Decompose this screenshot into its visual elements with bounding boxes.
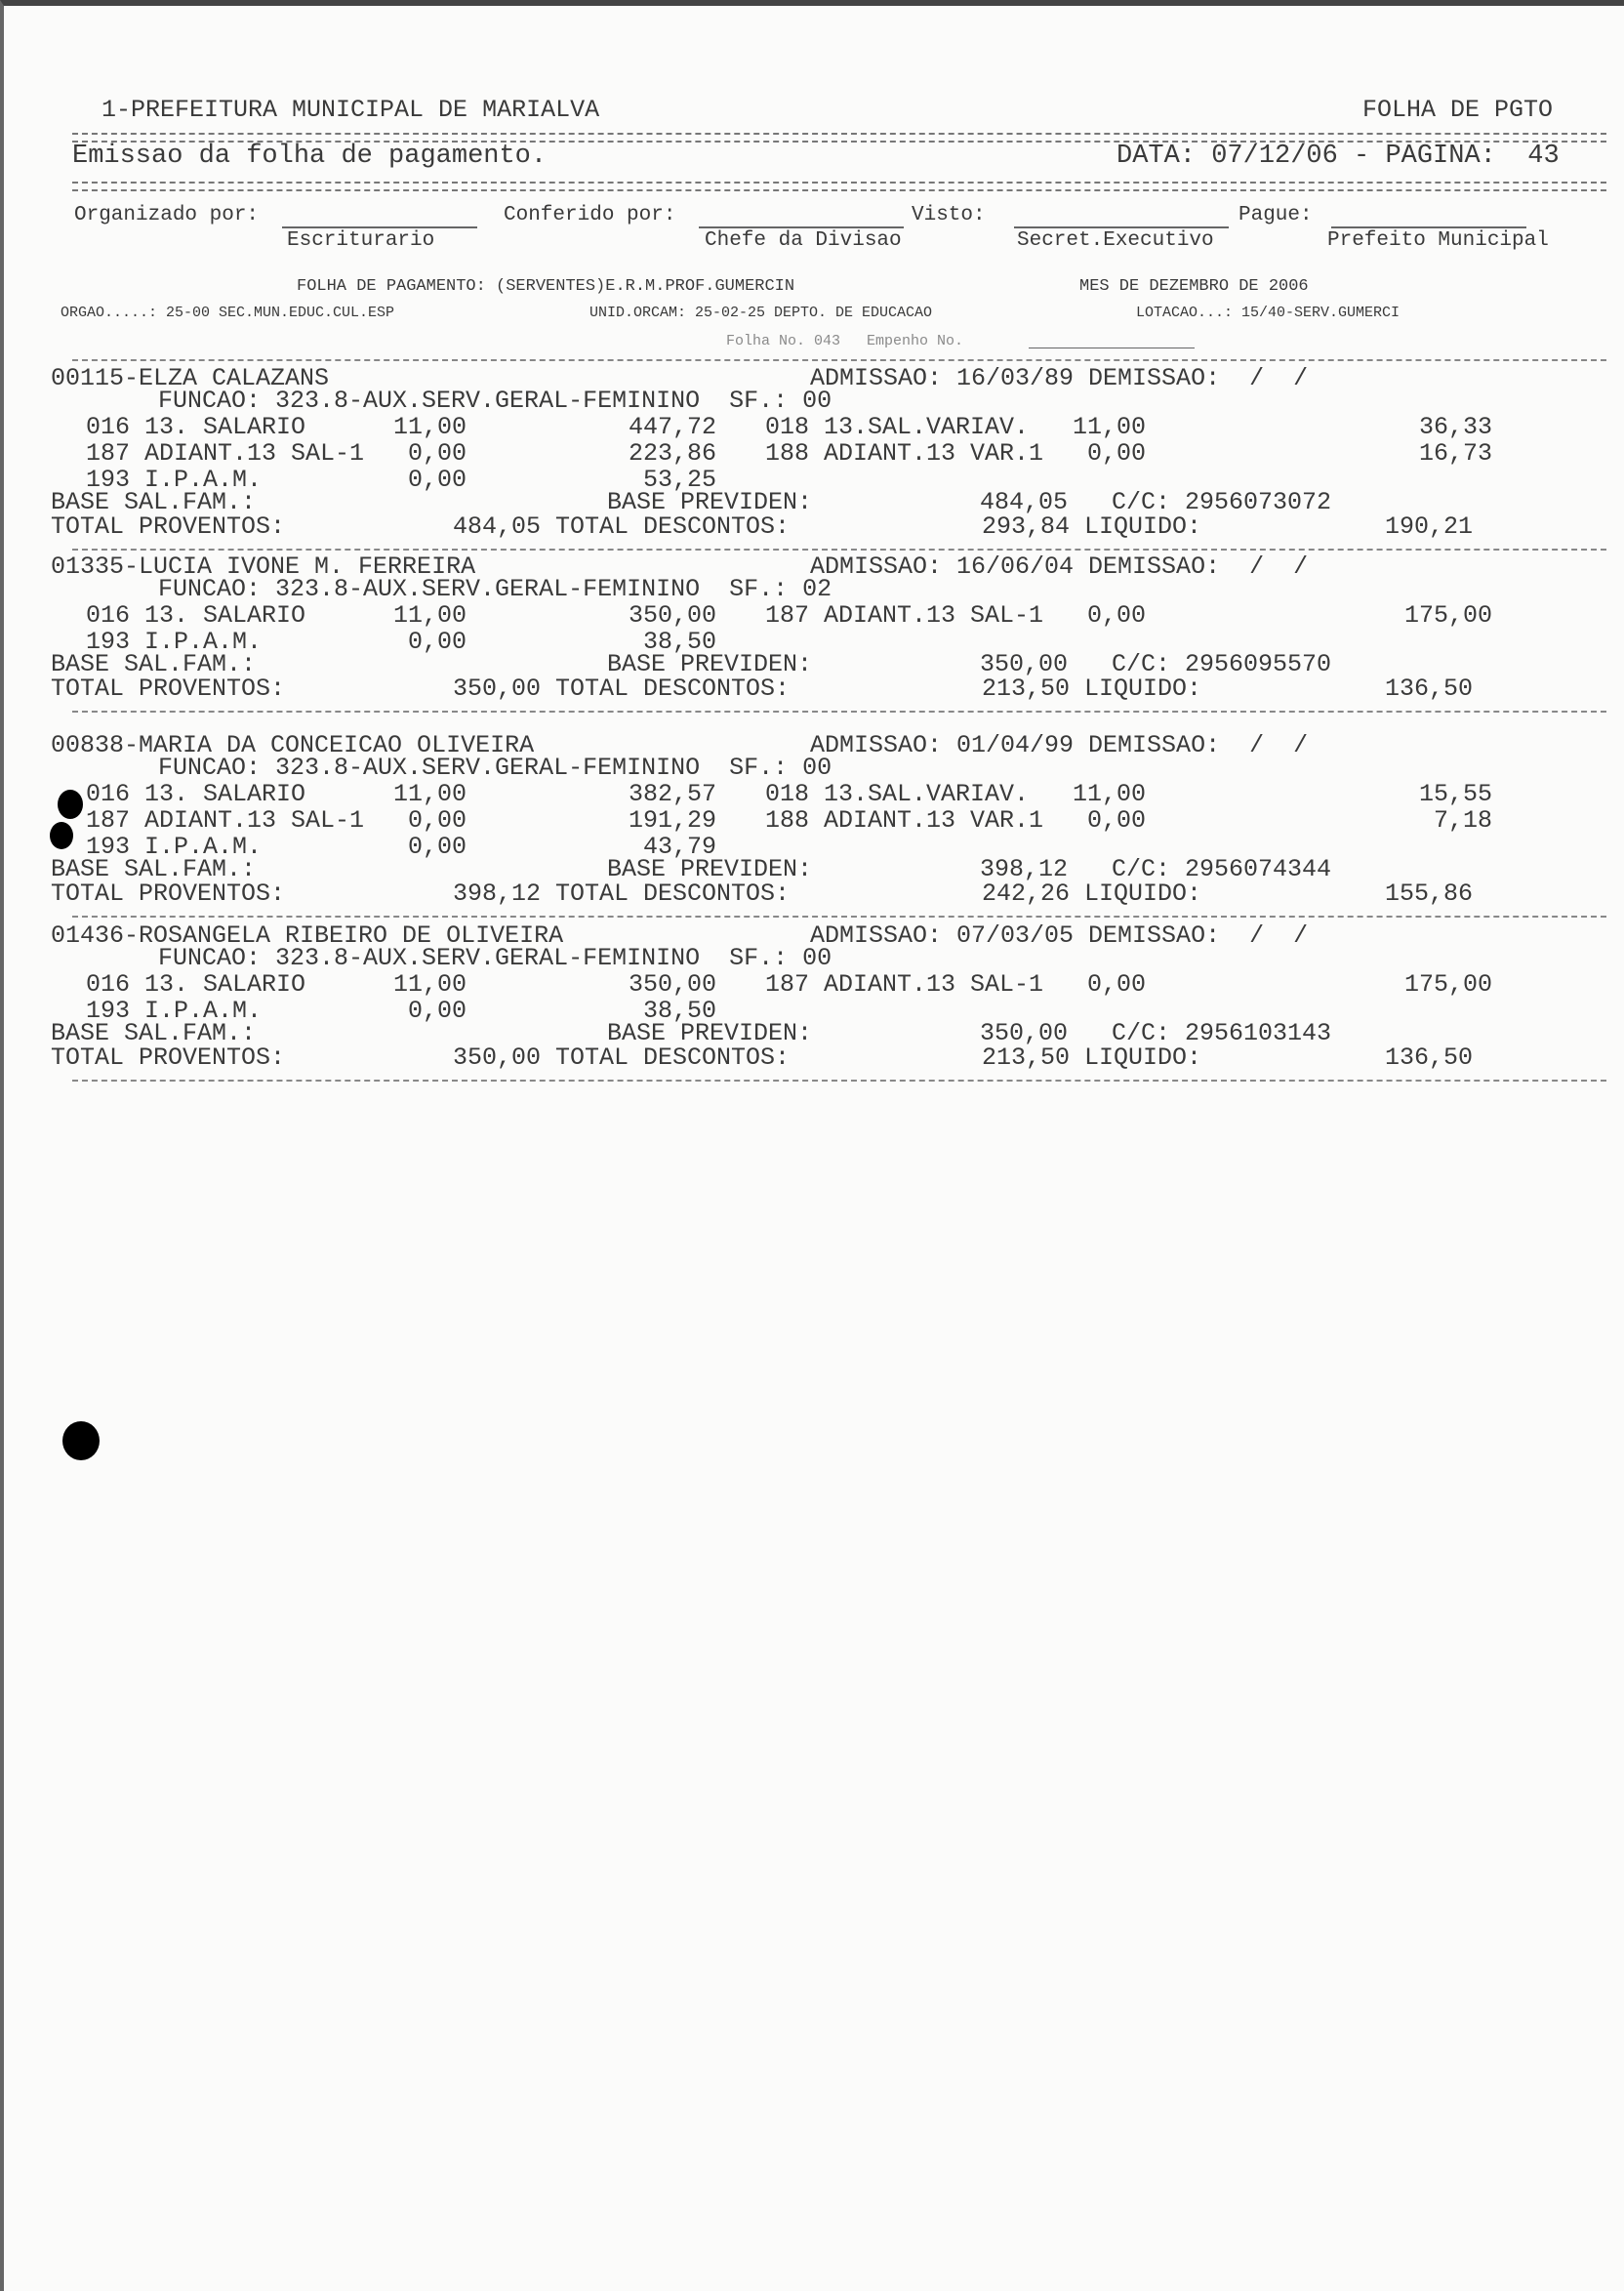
pay-item-value: 175,00 <box>1403 601 1492 630</box>
section-divider <box>72 359 1606 361</box>
base-sal-fam: BASE SAL.FAM.: <box>51 1019 257 1047</box>
report-title: Emissao da folha de pagamento. <box>72 142 548 171</box>
pay-item-amount: 38,50 <box>642 628 716 656</box>
date-page: DATA: 07/12/06 - PAGINA: 43 <box>1116 142 1560 171</box>
pay-item-left: 016 13. SALARIO 11,00 <box>86 970 467 999</box>
pay-item-left: 016 13. SALARIO 11,00 <box>86 780 467 808</box>
employee-function: FUNCAO: 323.8-AUX.SERV.GERAL-FEMININO SF.: 00 <box>158 754 832 782</box>
record-divider <box>72 711 1606 713</box>
base-sal-fam: BASE SAL.FAM.: <box>51 488 257 516</box>
pay-item-left: 193 I.P.A.M. 0,00 <box>86 466 467 494</box>
pay-item-amount: 38,50 <box>642 997 716 1025</box>
pay-item-left: 193 I.P.A.M. 0,00 <box>86 628 467 656</box>
employee-admission: ADMISSAO: 16/03/89 DEMISSAO: / / <box>810 364 1309 392</box>
hole-punch-mark <box>50 822 73 849</box>
base-previden-label: BASE PREVIDEN: <box>607 1019 813 1047</box>
total-proventos-label: TOTAL PROVENTOS: <box>51 512 286 541</box>
secret-caption: Secret.Executivo <box>1017 229 1214 252</box>
pay-item-left: 187 ADIANT.13 SAL-1 0,00 <box>86 806 467 835</box>
total-proventos-label: TOTAL PROVENTOS: <box>51 675 286 703</box>
base-previden-value: 350,00 C/C: 2956095570 <box>980 650 1332 678</box>
liquido-value: 190,21 <box>1384 512 1473 541</box>
organizado-label: Organizado por: <box>74 204 260 226</box>
base-previden-label: BASE PREVIDEN: <box>607 855 813 883</box>
hole-punch-mark <box>58 790 83 819</box>
base-previden-value: 484,05 C/C: 2956073072 <box>980 488 1332 516</box>
total-proventos-label: TOTAL PROVENTOS: <box>51 880 286 908</box>
record-divider <box>72 549 1606 551</box>
prefeito-caption: Prefeito Municipal <box>1327 229 1549 252</box>
document-type: FOLHA DE PGTO <box>1362 96 1554 124</box>
lotacao: LOTACAO...: 15/40-SERV.GUMERCI <box>1136 305 1401 321</box>
total-proventos: 350,00 TOTAL DESCONTOS: <box>453 675 791 703</box>
employee-function: FUNCAO: 323.8-AUX.SERV.GERAL-FEMININO SF.: 02 <box>158 575 832 603</box>
employee-admission: ADMISSAO: 07/03/05 DEMISSAO: / / <box>810 921 1309 950</box>
total-descontos: 213,50 LIQUIDO: <box>982 1043 1202 1072</box>
pay-item-right: 187 ADIANT.13 SAL-1 0,00 <box>765 970 1147 999</box>
pay-item-amount: 382,57 <box>628 780 716 808</box>
pay-item-right: 188 ADIANT.13 VAR.1 0,00 <box>765 806 1147 835</box>
pay-item-amount: 350,00 <box>628 970 716 999</box>
unidade-orcamentaria: UNID.ORCAM: 25-02-25 DEPTO. DE EDUCACAO <box>589 305 933 321</box>
base-sal-fam: BASE SAL.FAM.: <box>51 855 257 883</box>
liquido-value: 155,86 <box>1384 880 1473 908</box>
total-descontos: 293,84 LIQUIDO: <box>982 512 1202 541</box>
total-descontos: 213,50 LIQUIDO: <box>982 675 1202 703</box>
folha-descricao: FOLHA DE PAGAMENTO: (SERVENTES)E.R.M.PROF.GUMERCIN <box>297 277 795 296</box>
liquido-value: 136,50 <box>1384 1043 1473 1072</box>
total-descontos: 242,26 LIQUIDO: <box>982 880 1202 908</box>
employee-name: 00115-ELZA CALAZANS <box>51 364 330 392</box>
pay-item-right: 188 ADIANT.13 VAR.1 0,00 <box>765 439 1147 468</box>
pay-item-left: 016 13. SALARIO 11,00 <box>86 601 467 630</box>
pay-item-value: 175,00 <box>1403 970 1492 999</box>
pay-item-value: 7,18 <box>1433 806 1492 835</box>
pay-item-value: 16,73 <box>1418 439 1492 468</box>
total-proventos-label: TOTAL PROVENTOS: <box>51 1043 286 1072</box>
pay-item-value: 15,55 <box>1418 780 1492 808</box>
pay-item-left: 193 I.P.A.M. 0,00 <box>86 997 467 1025</box>
pay-item-amount: 43,79 <box>642 833 716 861</box>
escriturario-caption: Escriturario <box>287 229 435 252</box>
orgao: ORGAO.....: 25-00 SEC.MUN.EDUC.CUL.ESP <box>61 305 395 321</box>
employee-admission: ADMISSAO: 01/04/99 DEMISSAO: / / <box>810 731 1309 759</box>
employee-function: FUNCAO: 323.8-AUX.SERV.GERAL-FEMININO SF.: 00 <box>158 944 832 972</box>
employee-name: 01335-LUCIA IVONE M. FERREIRA <box>51 552 476 581</box>
hole-punch-mark <box>62 1421 100 1460</box>
total-proventos: 484,05 TOTAL DESCONTOS: <box>453 512 791 541</box>
pay-item-amount: 191,29 <box>628 806 716 835</box>
pay-item-amount: 350,00 <box>628 601 716 630</box>
pague-label: Pague: <box>1238 204 1313 226</box>
base-previden-value: 398,12 C/C: 2956074344 <box>980 855 1332 883</box>
pay-item-amount: 223,86 <box>628 439 716 468</box>
record-divider <box>72 1080 1606 1082</box>
pay-item-left: 193 I.P.A.M. 0,00 <box>86 833 467 861</box>
folha-empenho: Folha No. 043 Empenho No. <box>726 333 964 349</box>
pay-item-left: 187 ADIANT.13 SAL-1 0,00 <box>86 439 467 468</box>
pay-item-left: 016 13. SALARIO 11,00 <box>86 413 467 441</box>
pay-item-right: 187 ADIANT.13 SAL-1 0,00 <box>765 601 1147 630</box>
pay-item-value: 36,33 <box>1418 413 1492 441</box>
base-previden-label: BASE PREVIDEN: <box>607 650 813 678</box>
employee-name: 01436-ROSANGELA RIBEIRO DE OLIVEIRA <box>51 921 564 950</box>
visto-label: Visto: <box>912 204 986 226</box>
liquido-value: 136,50 <box>1384 675 1473 703</box>
mes-referencia: MES DE DEZEMBRO DE 2006 <box>1079 277 1309 296</box>
double-rule <box>72 182 1606 191</box>
base-previden-label: BASE PREVIDEN: <box>607 488 813 516</box>
base-sal-fam: BASE SAL.FAM.: <box>51 650 257 678</box>
pay-item-right: 018 13.SAL.VARIAV. 11,00 <box>765 780 1147 808</box>
employee-function: FUNCAO: 323.8-AUX.SERV.GERAL-FEMININO SF.: 00 <box>158 387 832 415</box>
conferido-label: Conferido por: <box>504 204 676 226</box>
employee-name: 00838-MARIA DA CONCEICAO OLIVEIRA <box>51 731 535 759</box>
total-proventos: 398,12 TOTAL DESCONTOS: <box>453 880 791 908</box>
total-proventos: 350,00 TOTAL DESCONTOS: <box>453 1043 791 1072</box>
chefe-caption: Chefe da Divisao <box>705 229 902 252</box>
entity-name: 1-PREFEITURA MUNICIPAL DE MARIALVA <box>102 96 600 124</box>
pay-item-amount: 447,72 <box>628 413 716 441</box>
employee-admission: ADMISSAO: 16/06/04 DEMISSAO: / / <box>810 552 1309 581</box>
record-divider <box>72 916 1606 918</box>
base-previden-value: 350,00 C/C: 2956103143 <box>980 1019 1332 1047</box>
pay-item-right: 018 13.SAL.VARIAV. 11,00 <box>765 413 1147 441</box>
pay-item-amount: 53,25 <box>642 466 716 494</box>
